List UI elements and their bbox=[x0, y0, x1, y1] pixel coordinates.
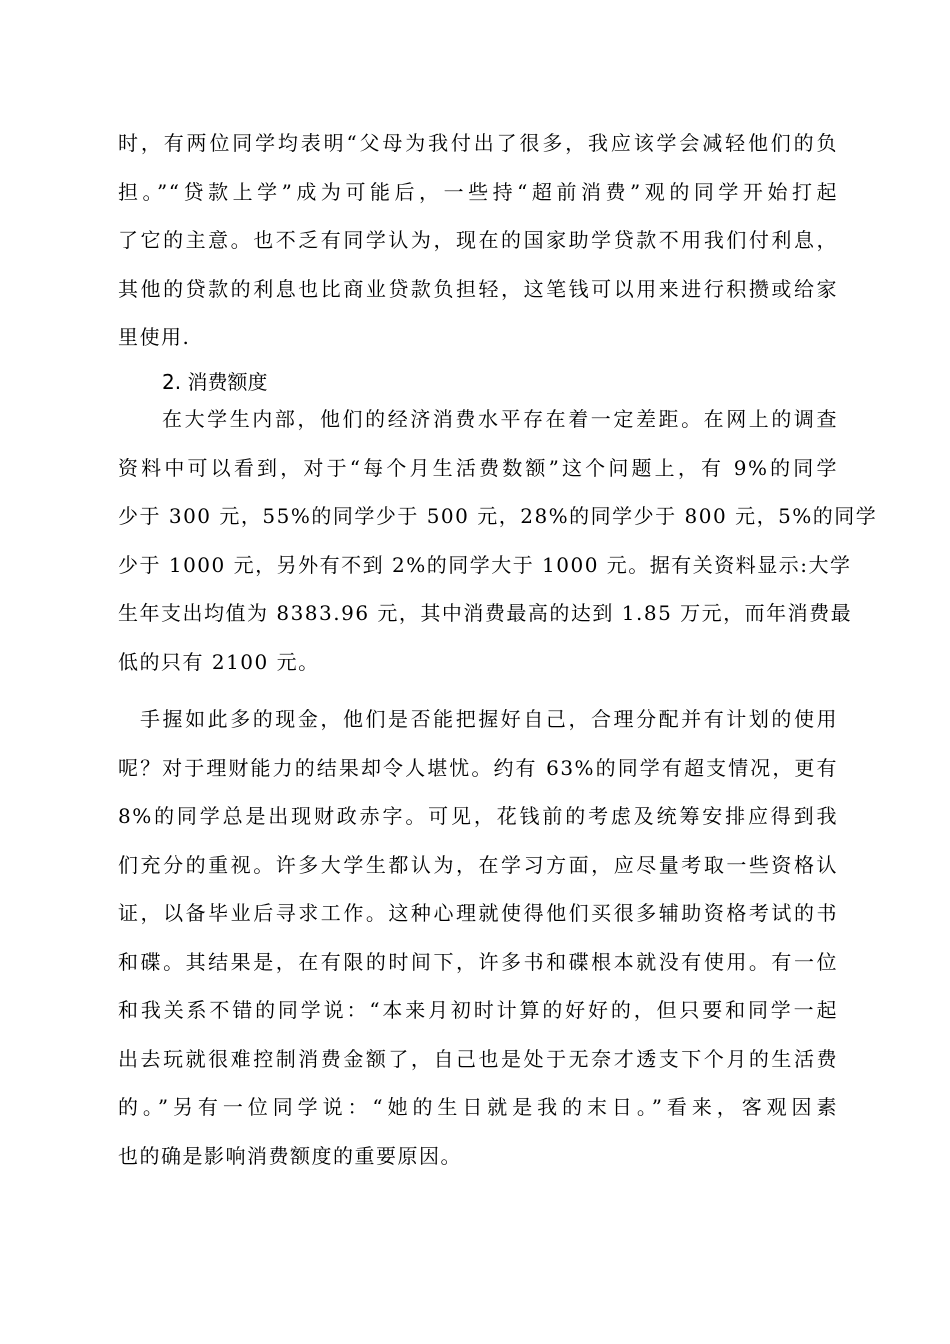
text-line: 的。”另有一位同学说：“她的生日就是我的末日。”看来，客观因素 bbox=[118, 1095, 838, 1119]
text-line: 和碟。其结果是，在有限的时间下，许多书和碟根本就没有使用。有一位 bbox=[118, 949, 838, 974]
text-line: 呢？对于理财能力的结果却令人堪忧。约有 63%的同学有超支情况，更有 bbox=[118, 755, 838, 780]
paragraph-financial-management bbox=[118, 695, 838, 1180]
text-line: 里使用. bbox=[118, 325, 191, 349]
text-line: 少于 300 元，55%的同学少于 500 元，28%的同学少于 800 元，5%的同学 bbox=[118, 504, 878, 528]
text-line: 8%的同学总是出现财政赤字。可见，花钱前的考虑及统筹安排应得到我 bbox=[118, 804, 838, 828]
text-line: 其他的贷款的利息也比商业贷款负担轻，这笔钱可以用来进行积攒或给家 bbox=[118, 276, 838, 301]
text-line: 担。”“贷款上学”成为可能后，一些持“超前消费”观的同学开始打起 bbox=[118, 179, 838, 204]
text-line: 资料中可以看到，对于“每个月生活费数额”这个问题上，有 9%的同学 bbox=[118, 455, 838, 480]
text-line: 低的只有 2100 元。 bbox=[118, 649, 320, 674]
text-line: 和我关系不错的同学说：“本来月初时计算的好好的，但只要和同学一起 bbox=[118, 998, 838, 1022]
text-line: 了它的主意。也不乏有同学认为，现在的国家助学贷款不用我们付利息， bbox=[118, 228, 838, 252]
text-line: 时，有两位同学均表明“父母为我付出了很多，我应该学会减轻他们的负 bbox=[118, 131, 838, 155]
section-heading-consumption-amount: 2. 消费额度 bbox=[162, 370, 268, 394]
text-line: 们充分的重视。许多大学生都认为，在学习方面，应尽量考取一些资格认 bbox=[118, 852, 838, 877]
text-line: 生年支出均值为 8383.96 元，其中消费最高的达到 1.85 万元，而年消费最 bbox=[118, 601, 853, 625]
text-line: 手握如此多的现金，他们是否能把握好自己，合理分配并有计划的使用 bbox=[140, 707, 838, 731]
text-line: 出去玩就很难控制消费金额了，自己也是处于无奈才透支下个月的生活费 bbox=[118, 1046, 838, 1071]
text-line: 也的确是影响消费额度的重要原因。 bbox=[118, 1143, 462, 1168]
text-line: 证，以备毕业后寻求工作。这种心理就使得他们买很多辅助资格考试的书 bbox=[118, 901, 838, 925]
text-line: 在大学生内部，他们的经济消费水平存在着一定差距。在网上的调查 bbox=[162, 407, 838, 431]
text-line: 少于 1000 元，另外有不到 2%的同学大于 1000 元。据有关资料显示:大学 bbox=[118, 552, 852, 577]
paragraph-loan-attitudes bbox=[118, 119, 838, 362]
paragraph-consumption-levels bbox=[118, 395, 878, 686]
